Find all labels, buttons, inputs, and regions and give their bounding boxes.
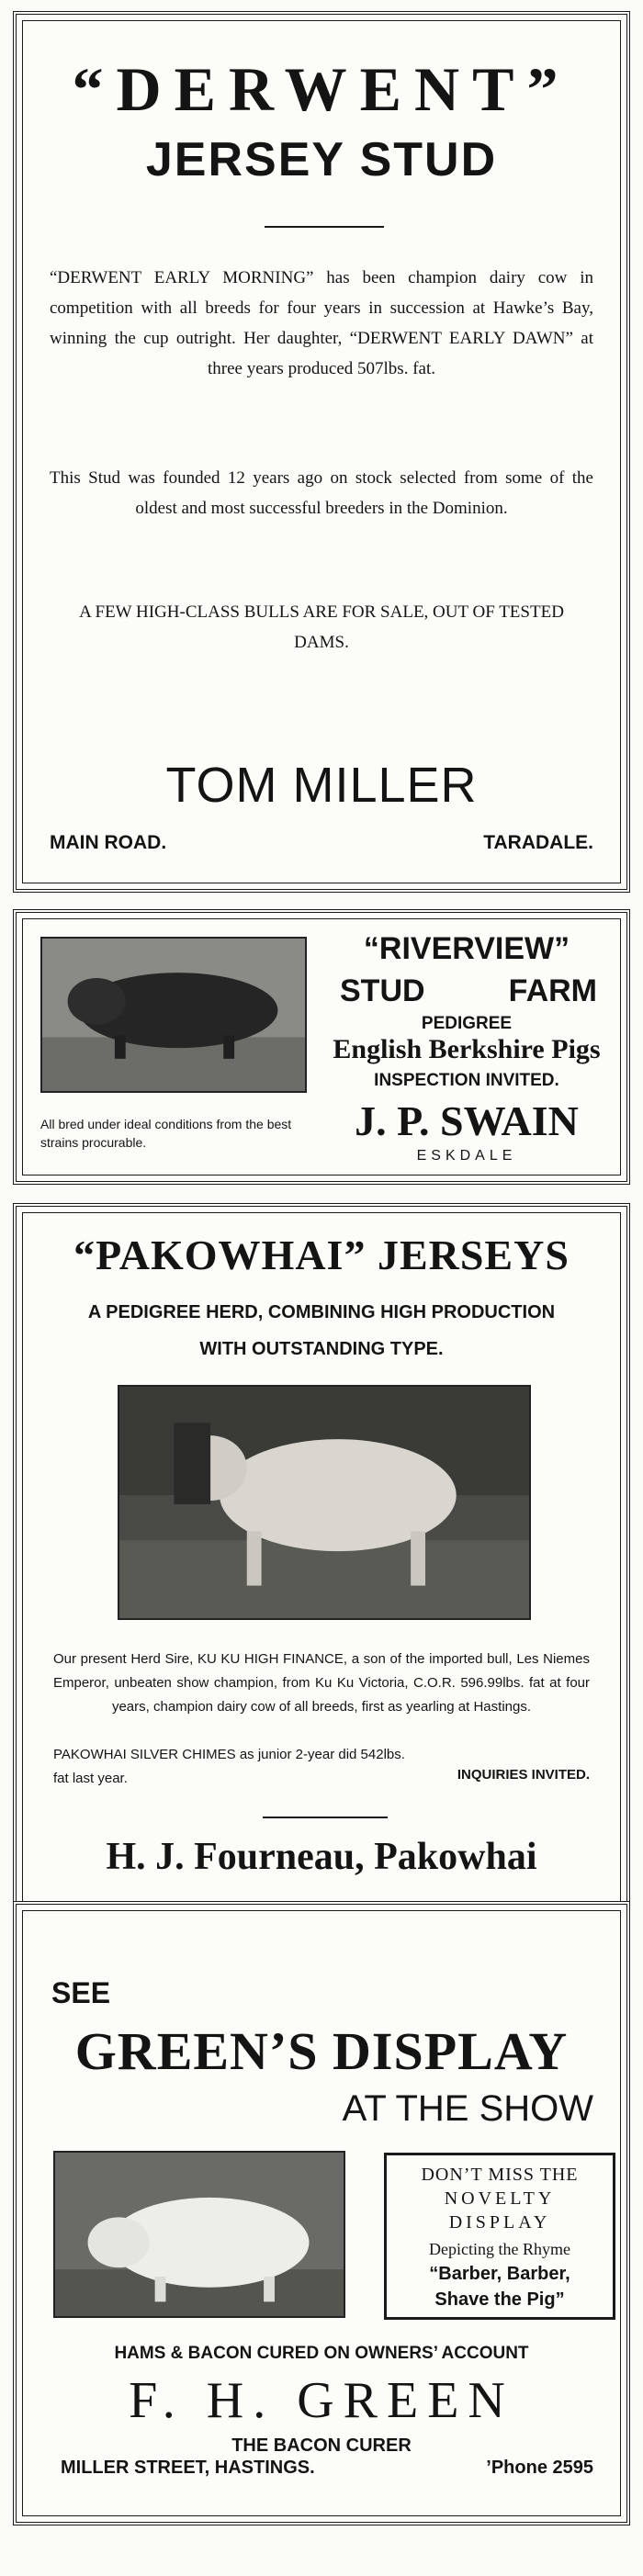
- novelty-line-2: NOVELTY: [444, 2188, 556, 2209]
- pakowhai-tagline-1: A PEDIGREE HERD, COMBINING HIGH PRODUCTION: [87, 1302, 556, 1322]
- derwent-owner: TOM MILLER: [165, 758, 478, 813]
- jersey-bull-photo: [118, 1385, 531, 1620]
- derwent-subtitle: JERSEY STUD: [145, 133, 498, 186]
- riverview-caption: All bred under ideal conditions from the best strains procurable.: [40, 1117, 292, 1150]
- green-advertisement: [13, 1901, 630, 2525]
- derwent-paragraph-1: “DERWENT EARLY MORNING” has been champion dairy cow in competition with all breeds for four years in succession at Hawke’s Bay, winning the cup outright. Her daughter, “DERWENT EARLY DAWN” at three years produced 507lbs. fat.: [50, 268, 593, 378]
- novelty-display-box: [384, 2153, 615, 2320]
- derwent-paragraph-2: This Stud was founded 12 years ago on stock selected from some of the oldest and most successful breeders in the Dominion.: [50, 468, 593, 518]
- berkshire-pig-photo: [40, 937, 307, 1093]
- pakowhai-herd-sire-text: Our present Herd Sire, KU KU HIGH FINANCE, a son of the imported bull, Les Niemes Emperor, unbeaten show champion, from Ku Ku Victoria, C.O.R. 596.99lbs. fat at four years, champion dairy cow of all breeds, first as yearling at Hastings.: [53, 1651, 590, 1715]
- green-owner: F. H. GREEN: [129, 2372, 514, 2429]
- riverview-title: “RIVERVIEW”: [363, 931, 570, 966]
- novelty-line-5: “Barber, Barber,: [429, 2264, 570, 2284]
- derwent-address-left: MAIN ROAD.: [50, 832, 167, 853]
- pakowhai-owner: H. J. Fourneau, Pakowhai: [106, 1836, 537, 1878]
- divider: [265, 226, 384, 228]
- riverview-owner: J. P. SWAIN: [355, 1097, 579, 1144]
- novelty-line-4: Depicting the Rhyme: [429, 2240, 570, 2258]
- riverview-stud: STUD: [340, 973, 425, 1008]
- green-at-show: AT THE SHOW: [342, 2088, 593, 2129]
- riverview-location: ESKDALE: [416, 1148, 517, 1164]
- derwent-advertisement: [13, 11, 630, 893]
- derwent-address-right: TARADALE.: [483, 832, 593, 853]
- divider: [263, 1817, 388, 1818]
- novelty-line-3: DISPLAY: [448, 2212, 551, 2233]
- green-see: SEE: [51, 1976, 111, 2009]
- green-headline: GREEN’S DISPLAY: [74, 2021, 569, 2081]
- derwent-bulls-for-sale: A FEW HIGH-CLASS BULLS ARE FOR SALE, OUT OF TESTED DAMS.: [79, 602, 564, 652]
- riverview-breed: English Berkshire Pigs: [333, 1034, 601, 1064]
- green-address: MILLER STREET, HASTINGS.: [61, 2458, 315, 2478]
- pakowhai-advertisement: [13, 1203, 630, 1929]
- riverview-pedigree: PEDIGREE: [421, 1014, 513, 1033]
- pig-photo: [53, 2151, 345, 2318]
- pakowhai-title: “PAKOWHAI” JERSEYS: [73, 1232, 570, 1278]
- novelty-line-6: Shave the Pig”: [434, 2289, 565, 2310]
- green-hams-bacon: HAMS & BACON CURED ON OWNERS’ ACCOUNT: [114, 2344, 529, 2363]
- riverview-farm: FARM: [508, 973, 597, 1008]
- green-trade: THE BACON CURER: [231, 2435, 412, 2456]
- green-phone: ’Phone 2595: [486, 2458, 593, 2478]
- derwent-title: “DERWENT”: [72, 54, 571, 124]
- riverview-advertisement: [13, 909, 630, 1185]
- pakowhai-tagline-2: WITH OUTSTANDING TYPE.: [199, 1339, 444, 1359]
- pakowhai-silver-chimes-text: PAKOWHAI SILVER CHIMES as junior 2-year did 542lbs. fat last year.: [53, 1747, 405, 1786]
- riverview-inspection: INSPECTION INVITED.: [374, 1071, 559, 1090]
- pakowhai-inquiries: INQUIRIES INVITED.: [457, 1767, 590, 1783]
- novelty-line-1: DON’T MISS THE: [421, 2165, 579, 2185]
